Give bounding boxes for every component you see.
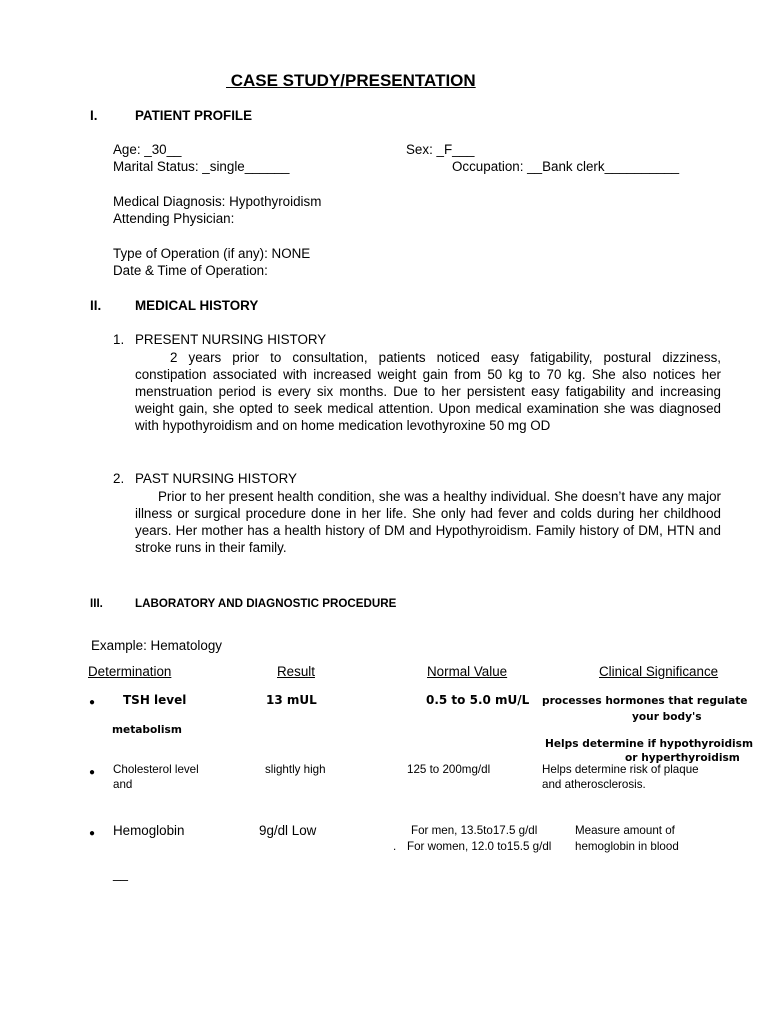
tsh-name: TSH level bbox=[123, 693, 187, 707]
example-label: Example: Hematology bbox=[91, 638, 222, 653]
past-nursing-history-heading: PAST NURSING HISTORY bbox=[135, 471, 297, 486]
hemoglobin-significance-line2: hemoglobin in blood bbox=[575, 840, 679, 853]
tsh-continuation: metabolism bbox=[112, 724, 182, 736]
age-field: Age: _30__ bbox=[113, 142, 182, 157]
occupation-field: Occupation: __Bank clerk__________ bbox=[452, 159, 680, 174]
trailing-underline: __ bbox=[113, 866, 128, 881]
item-1-number: 1. bbox=[113, 332, 125, 347]
section-2-number: II. bbox=[90, 298, 102, 313]
hemoglobin-normal-men: For men, 13.5to17.5 g/dl bbox=[411, 824, 538, 837]
section-1-heading: PATIENT PROFILE bbox=[135, 108, 253, 123]
cholesterol-name: Cholesterol level bbox=[113, 763, 199, 776]
page-title: CASE STUDY/PRESENTATION bbox=[226, 71, 476, 90]
cholesterol-normal: 125 to 200mg/dl bbox=[407, 763, 491, 776]
hemoglobin-result: 9g/dl Low bbox=[259, 823, 317, 838]
hemoglobin-normal-women: For women, 12.0 to15.5 g/dl bbox=[407, 840, 552, 853]
tsh-normal: 0.5 to 5.0 mU/L bbox=[426, 693, 530, 707]
hemoglobin-significance-line1: Measure amount of bbox=[575, 824, 675, 837]
present-nursing-history-text: 2 years prior to consultation, patients noticed easy fatigability, postural dizziness, constipation associated with increased weight gain from 50 kg to 70 kg. She also notices her menstruation period is every six months. Due to her persistent easy fatigability and increasing weight gain, she opted to seek medical attention. Upon medical examination she was diagnosed with hypothyroidism and on home medication levothyroxine 50 mg OD bbox=[135, 350, 721, 433]
cholesterol-significance-line2: and atherosclerosis. bbox=[542, 778, 646, 791]
tsh-extra-line1: Helps determine if hypothyroidism bbox=[545, 738, 754, 750]
section-3-heading: LABORATORY AND DIAGNOSTIC PROCEDURE bbox=[135, 597, 397, 610]
past-nursing-history-text: Prior to her present health condition, she was a healthy individual. She doesn’t have any major illness or surgical procedure done in her life. She only had fever and colds during her childhood years. Her mother has a health history of DM and Hypothyroidism. Family history of DM, HTN and stroke runs in their family. bbox=[135, 489, 721, 555]
section-3-number: III. bbox=[90, 597, 103, 610]
cholesterol-result: slightly high bbox=[265, 763, 326, 776]
present-nursing-history-heading: PRESENT NURSING HISTORY bbox=[135, 332, 327, 347]
section-2-heading: MEDICAL HISTORY bbox=[135, 298, 259, 313]
tsh-significance-line1: processes hormones that regulate bbox=[542, 695, 748, 707]
bullet: ● bbox=[89, 697, 96, 708]
header-determination: Determination bbox=[88, 664, 172, 679]
cholesterol-significance-line1: Helps determine risk of plaque bbox=[542, 763, 699, 776]
cholesterol-name-cont: and bbox=[113, 778, 133, 791]
item-2-number: 2. bbox=[113, 471, 125, 486]
hemoglobin-dot: . bbox=[393, 840, 397, 853]
tsh-result: 13 mUL bbox=[266, 693, 317, 707]
bullet: ● bbox=[89, 828, 96, 839]
marital-status-field: Marital Status: _single______ bbox=[113, 159, 290, 174]
header-normal-value: Normal Value bbox=[427, 664, 508, 679]
header-result: Result bbox=[277, 664, 315, 679]
hemoglobin-name: Hemoglobin bbox=[113, 823, 185, 838]
sex-field: Sex: _F___ bbox=[406, 142, 475, 157]
tsh-extra-line2: or hyperthyroidism bbox=[625, 752, 740, 764]
medical-diagnosis: Medical Diagnosis: Hypothyroidism bbox=[113, 194, 322, 209]
tsh-significance-line2: your body's bbox=[632, 711, 702, 723]
section-1-number: I. bbox=[90, 108, 98, 123]
bullet: ● bbox=[89, 767, 96, 778]
header-clinical-significance: Clinical Significance bbox=[599, 664, 719, 679]
attending-physician: Attending Physician: bbox=[113, 211, 235, 226]
operation-type: Type of Operation (if any): NONE bbox=[113, 246, 311, 261]
operation-date: Date & Time of Operation: bbox=[113, 263, 268, 278]
